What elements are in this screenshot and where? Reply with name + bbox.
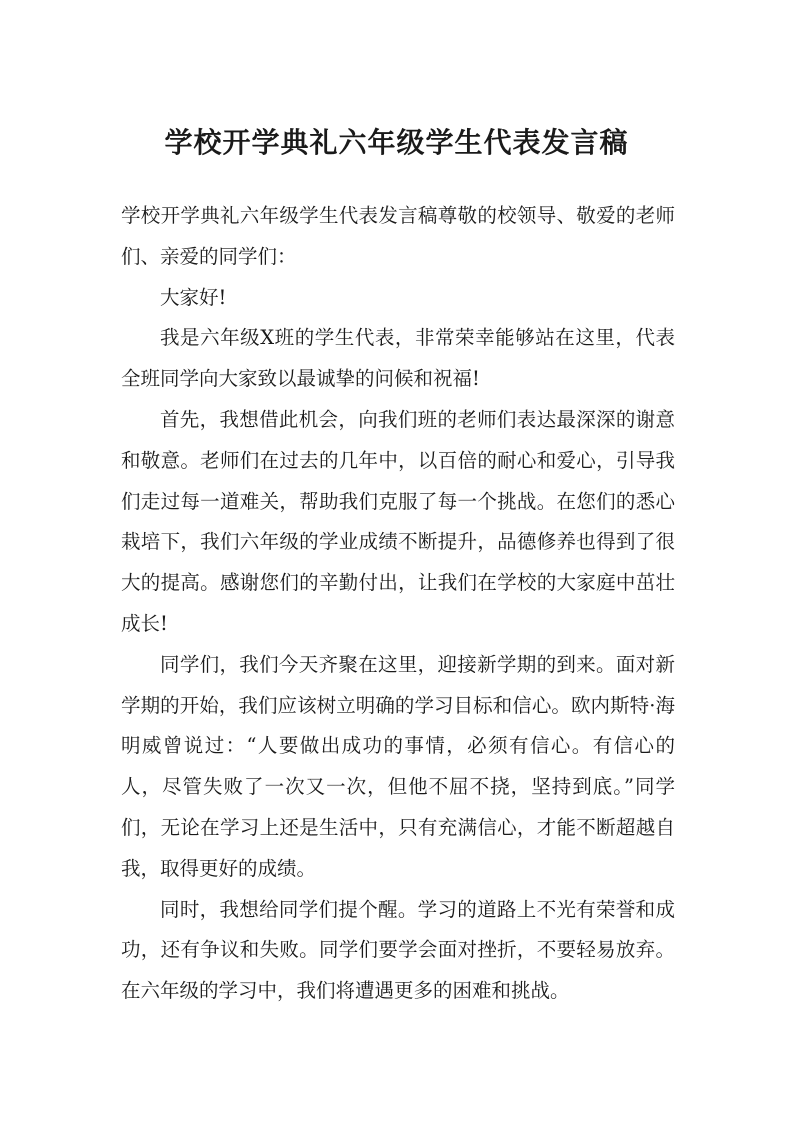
thanks-paragraph: 首先，我想借此机会，向我们班的老师们表达最深深的谢意和敬意。老师们在过去的几年中，以百倍的耐心和爱心，引导我们走过每一道难关，帮助我们克服了每一个挑战。在您们的悉心栽培下，我们六年级的学业成绩不断提升，品德修养也得到了很大的提高。感谢您们的辛勤付出，让我们在学校的大家庭中茁壮成长! (121, 407, 675, 635)
greeting-paragraph: 大家好! (160, 285, 227, 309)
document-body (121, 196, 675, 1012)
reminder-paragraph: 同时，我想给同学们提个醒。学习的道路上不光有荣誉和成功，还有争议和失败。同学们要学会面对挫折，不要轻易放弃。在六年级的学习中，我们将遭遇更多的困难和挑战。 (121, 897, 675, 1003)
confidence-paragraph: 同学们，我们今天齐聚在这里，迎接新学期的到来。面对新学期的开始，我们应该树立明确的学习目标和信心。欧内斯特·海明威曾说过：“人要做出成功的事情，必须有信心。有信心的人，尽管失败了一次又一次，但他不屈不挠，坚持到底。”同学们，无论在学习上还是生活中，只有充满信心，才能不断超越自我，取得更好的成绩。 (121, 652, 675, 880)
introduction-paragraph: 我是六年级X班的学生代表，非常荣幸能够站在这里，代表全班同学向大家致以最诚挚的问候和祝福! (121, 326, 675, 391)
document-title: 学校开学典礼六年级学生代表发言稿 (164, 126, 629, 159)
salutation-paragraph: 学校开学典礼六年级学生代表发言稿尊敬的校领导、敬爱的老师们、亲爱的同学们： (121, 204, 675, 268)
